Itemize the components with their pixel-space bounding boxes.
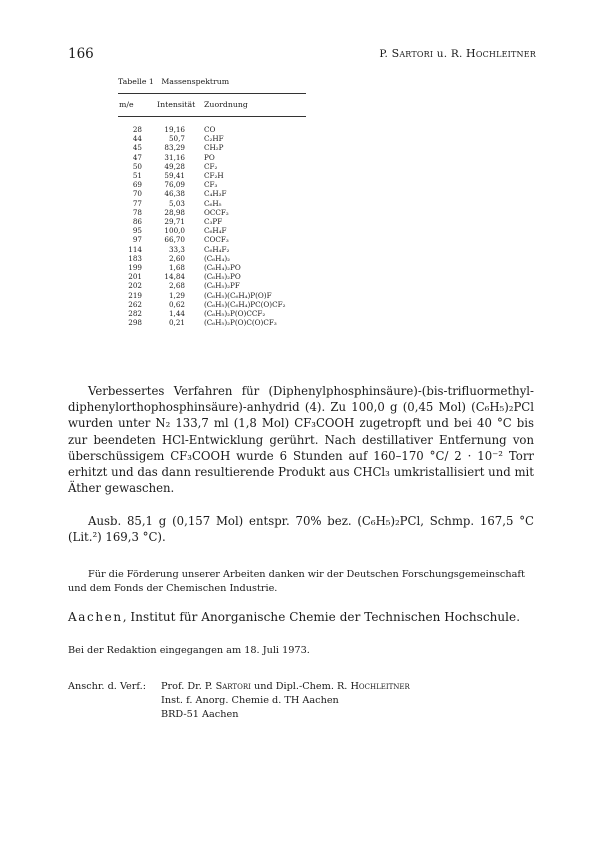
- cell-assignment: C₄H₃F: [204, 189, 227, 199]
- yield-paragraph: [68, 513, 534, 545]
- cell-intensity: 28,98: [164, 207, 185, 217]
- procedure-text: Verbessertes Verfahren für (Diphenylphosphinsäure)-(bis-trifluormethyl-diphenylorthophosphinsäure)-anhydrid (4). Zu 100,0 g (0,45 Mol) (C₆H₅)₂PCl wurden unter N₂ 133,7 ml (1,8 Mol) CF₃COOH zugetropft und bei 40 °C bis zur beendeten HCl-Entwicklung gerührt. Nach destillativer Entfernung von überschüssigem CF₃COOH wurde 6 Stunden auf 160–170 °C/ 2 · 10⁻² Torr erhitzt und das dann resultierende Produkt aus CHCl₃ umkristallisiert und mit Äther gewaschen.: [68, 384, 534, 496]
- cell-intensity: 0,21: [168, 318, 185, 328]
- table-row: [118, 245, 285, 254]
- address-mid: und Dipl.-Chem. R.: [250, 681, 351, 692]
- address-line-1: [68, 680, 410, 694]
- cell-intensity: 19,16: [164, 125, 185, 134]
- cell-intensity: 46,38: [164, 189, 185, 199]
- table-row: [118, 153, 285, 162]
- cell-assignment: CF₂: [204, 161, 218, 171]
- table-row: [118, 235, 285, 244]
- cell-me: 77: [132, 198, 142, 208]
- cell-intensity: 5,03: [168, 198, 185, 208]
- table-row: [118, 125, 285, 134]
- cell-assignment: CH₂P: [204, 143, 224, 153]
- cell-me: 45: [132, 143, 142, 153]
- cell-assignment: (C₆H₅)₂PO: [204, 272, 241, 282]
- cell-assignment: (C₆H₅)(C₆H₄)P(O)F: [204, 290, 272, 300]
- cell-intensity: 1,29: [168, 290, 185, 300]
- cell-intensity: 31,16: [164, 152, 185, 162]
- cell-assignment: COCF₃: [204, 235, 229, 245]
- acknowledgement-text: Für die Förderung unserer Arbeiten danken wir der Deutschen Forschungsgemeinschaft und dem Fonds der Chemischen Industrie.: [68, 569, 525, 594]
- cell-me: 219: [128, 290, 142, 300]
- table-row: [118, 134, 285, 143]
- table-row: [118, 171, 285, 180]
- cell-intensity: 59,41: [164, 171, 185, 181]
- table-row: [118, 162, 285, 171]
- cell-me: 282: [128, 309, 142, 319]
- table-row: [118, 189, 285, 198]
- table-row: [118, 318, 285, 327]
- table-row: [118, 208, 285, 217]
- cell-me: 50: [132, 161, 142, 171]
- address-name2: Hochleitner: [350, 681, 410, 692]
- cell-intensity: 29,71: [164, 217, 185, 227]
- table-row: [118, 309, 285, 318]
- cell-assignment: CF₃: [204, 180, 218, 190]
- table-top-rule: [118, 93, 306, 94]
- running-header: [379, 47, 536, 60]
- table-row: [118, 217, 285, 226]
- table-row: [118, 263, 285, 272]
- cell-intensity: 1,68: [168, 263, 185, 273]
- cell-me: 78: [132, 207, 142, 217]
- cell-assignment: (C₆H₅)₂P(O)C(O)CF₃: [204, 318, 277, 328]
- cell-assignment: (C₆H₄)₂PO: [204, 263, 241, 273]
- running-header-author2: Hochleitner: [466, 47, 536, 60]
- table-header-me: m/e: [119, 100, 134, 109]
- acknowledgement: [68, 568, 534, 596]
- cell-assignment: C₆H₄F₂: [204, 244, 230, 254]
- cell-intensity: 49,28: [164, 161, 185, 171]
- page-number: 166: [68, 46, 94, 62]
- table-header-assignment: Zuordnung: [204, 100, 248, 109]
- cell-intensity: 2,68: [168, 281, 185, 291]
- running-header-prefix: P.: [379, 48, 392, 60]
- cell-assignment: C₂HF: [204, 134, 224, 144]
- cell-intensity: 50,7: [168, 134, 185, 144]
- institute-city: Aachen: [68, 610, 123, 624]
- table-row: [118, 254, 285, 263]
- cell-assignment: (C₆H₅)₂PF: [204, 281, 240, 291]
- cell-assignment: CO: [204, 125, 216, 134]
- cell-assignment: C₆H₅: [204, 198, 222, 208]
- cell-me: 28: [132, 125, 142, 134]
- cell-assignment: (C₆H₄)₂: [204, 253, 231, 263]
- address-line-3: BRD-51 Aachen: [161, 709, 239, 720]
- table-row: [118, 281, 285, 290]
- cell-assignment: C₃PF: [204, 217, 223, 227]
- table-row: [118, 143, 285, 152]
- cell-me: 298: [128, 318, 142, 328]
- table-row: [118, 226, 285, 235]
- cell-intensity: 83,29: [164, 143, 185, 153]
- cell-intensity: 76,09: [164, 180, 185, 190]
- mass-spectrum-table-body: [118, 125, 285, 327]
- running-header-connector: u. R.: [433, 48, 467, 60]
- procedure-paragraph: [68, 383, 534, 496]
- table-row: [118, 272, 285, 281]
- cell-me: 95: [132, 226, 142, 236]
- cell-assignment: C₆H₄F: [204, 226, 227, 236]
- table-header-intensity: Intensität: [157, 100, 196, 109]
- table-row: [118, 300, 285, 309]
- table-row: [118, 180, 285, 189]
- cell-intensity: 33,3: [168, 244, 185, 254]
- received-date: Bei der Redaktion eingegangen am 18. Juli 1973.: [68, 645, 310, 656]
- cell-assignment: OCCF₂: [204, 207, 229, 217]
- cell-me: 47: [132, 152, 142, 162]
- cell-me: 97: [132, 235, 142, 245]
- cell-me: 44: [132, 134, 142, 144]
- cell-me: 114: [128, 244, 142, 254]
- cell-intensity: 1,44: [168, 309, 185, 319]
- yield-text: Ausb. 85,1 g (0,157 Mol) entspr. 70% bez. (C₆H₅)₂PCl, Schmp. 167,5 °C (Lit.²) 169,3 °C).: [68, 514, 534, 545]
- cell-intensity: 100,0: [164, 226, 185, 236]
- cell-me: 202: [128, 281, 142, 291]
- cell-assignment: (C₆H₅)₂P(O)CCF₂: [204, 309, 266, 319]
- address-prefix: Prof. Dr. P.: [161, 681, 216, 692]
- cell-me: 86: [132, 217, 142, 227]
- author-address: [68, 680, 410, 722]
- address-name1: Sartori: [215, 681, 251, 692]
- address-label: Anschr. d. Verf.:: [68, 681, 147, 692]
- institute-name: , Institut für Anorganische Chemie der Technischen Hochschule.: [122, 610, 521, 624]
- cell-me: 70: [132, 189, 142, 199]
- table-row: [118, 291, 285, 300]
- institute-line: [68, 610, 520, 624]
- cell-intensity: 14,84: [164, 272, 185, 282]
- cell-me: 51: [132, 171, 142, 181]
- cell-intensity: 2,60: [168, 253, 185, 263]
- cell-assignment: (C₆H₅)(C₆H₄)PC(O)CF₂: [204, 299, 286, 309]
- table-caption: Tabelle 1 Massenspektrum: [118, 77, 230, 86]
- cell-me: 183: [128, 253, 142, 263]
- cell-me: 199: [128, 263, 142, 273]
- cell-intensity: 66,70: [164, 235, 185, 245]
- cell-me: 262: [128, 299, 142, 309]
- table-row: [118, 199, 285, 208]
- mass-spectrum-table: [118, 125, 285, 327]
- table-header-rule: [118, 116, 306, 117]
- running-header-author1: Sartori: [391, 47, 434, 60]
- cell-assignment: PO: [204, 152, 215, 162]
- cell-me: 69: [132, 180, 142, 190]
- cell-me: 201: [128, 272, 142, 282]
- cell-assignment: CF₂H: [204, 171, 224, 181]
- address-line-2: Inst. f. Anorg. Chemie d. TH Aachen: [161, 695, 339, 706]
- cell-intensity: 0,62: [168, 299, 185, 309]
